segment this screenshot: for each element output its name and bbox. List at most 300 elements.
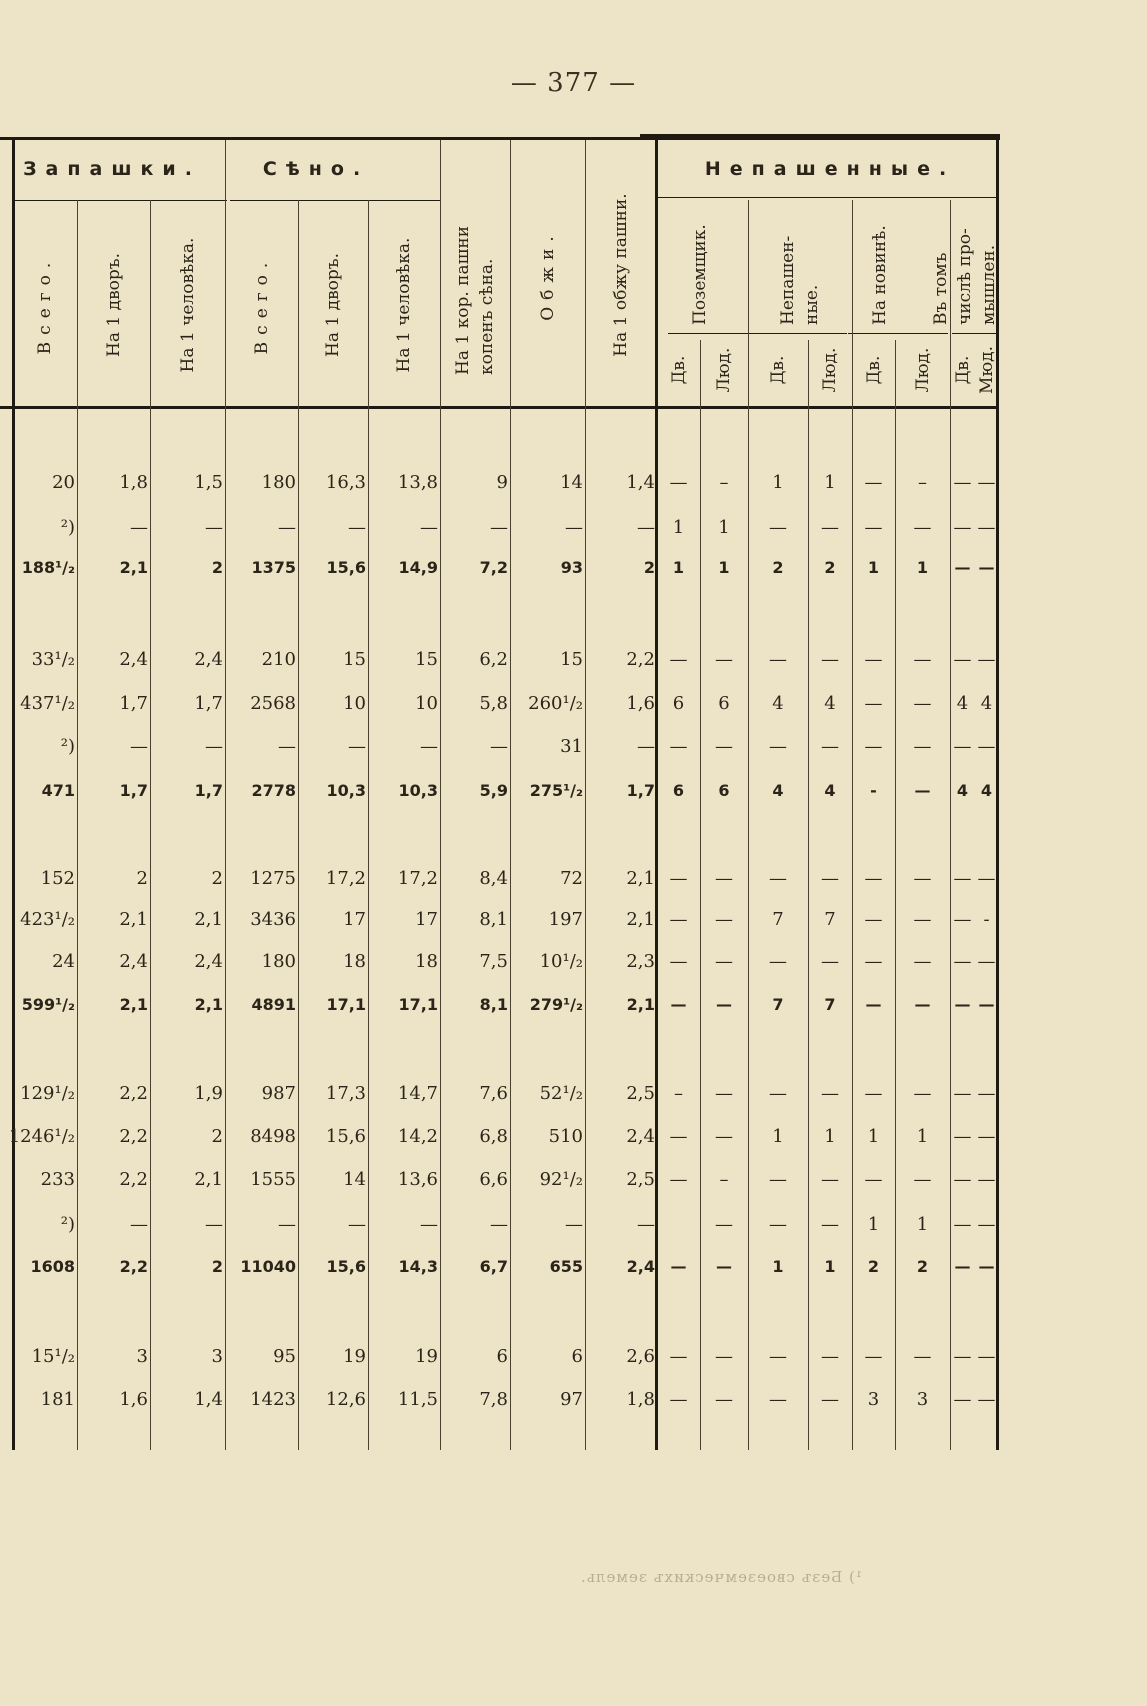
table-cell: —: [953, 868, 972, 889]
table-cell: 1,6: [119, 1389, 148, 1410]
table-cell: 1,7: [194, 781, 223, 800]
subgroup-header: Непашен-ные.: [778, 235, 822, 325]
table-cell: 210: [261, 649, 296, 670]
table-cell: 15: [343, 649, 366, 670]
table-cell: 10,3: [398, 781, 438, 800]
table-cell: —: [977, 472, 996, 493]
table-cell: —: [669, 909, 688, 930]
table-cell: —: [954, 995, 971, 1014]
table-cell: —: [669, 649, 688, 670]
table-cell: —: [953, 649, 972, 670]
group-header-nepashennye: Непашенные.: [704, 158, 956, 180]
table-cell: 8,1: [479, 995, 508, 1014]
table-cell: 1,4: [626, 472, 655, 493]
table-cell: —: [977, 517, 996, 538]
table-cell: —: [977, 1346, 996, 1367]
table-cell: —: [954, 1257, 971, 1276]
table-cell: —: [977, 868, 996, 889]
table-cell: 19: [343, 1346, 366, 1367]
table-rule: [230, 200, 440, 201]
table-cell: 510: [548, 1126, 583, 1147]
table-cell: 72: [560, 868, 583, 889]
table-cell: 180: [261, 951, 296, 972]
table-cell: 18: [343, 951, 366, 972]
table-cell: 4: [956, 781, 969, 800]
table-cell: 1: [718, 517, 730, 538]
table-cell: 2,2: [119, 1083, 148, 1104]
table-cell: —: [715, 1126, 733, 1147]
table-cell: 2,5: [626, 1083, 655, 1104]
table-cell: 599¹/₂: [21, 995, 75, 1014]
table-cell: —: [669, 1389, 688, 1410]
group-header-seno: Сѣно.: [262, 158, 370, 180]
table-cell: 1: [772, 1257, 784, 1276]
table-cell: 1,6: [626, 693, 655, 714]
table-cell: 2: [643, 558, 655, 577]
table-cell: —: [864, 1346, 883, 1367]
table-cell: —: [769, 649, 787, 670]
table-cell: —: [977, 1169, 996, 1190]
table-cell: 17: [343, 909, 366, 930]
column-header: Всего.: [251, 255, 272, 355]
table-cell: 7,2: [479, 558, 508, 577]
table-cell: —: [420, 736, 438, 757]
table-cell: 3: [867, 1389, 880, 1410]
table-cell: 14: [343, 1169, 366, 1190]
table-cell: 3: [211, 1346, 223, 1367]
table-cell: —: [953, 1346, 972, 1367]
table-cell: 3: [136, 1346, 148, 1367]
table-cell: —: [565, 1214, 583, 1235]
table-cell: —: [669, 472, 688, 493]
column-header: Дв.: [768, 355, 788, 385]
table-cell: –: [719, 1169, 729, 1190]
table-cell: —: [914, 995, 931, 1014]
table-cell: 95: [273, 1346, 296, 1367]
table-cell: —: [953, 472, 972, 493]
table-cell: 1: [916, 558, 929, 577]
table-cell: 2,6: [626, 1346, 655, 1367]
table-cell: 2568: [250, 693, 296, 714]
table-cell: 6,8: [479, 1126, 508, 1147]
subgroup-header: Поземщик.: [690, 224, 710, 325]
table-cell: 2,1: [194, 1169, 223, 1190]
table-cell: —: [953, 736, 972, 757]
table-cell: 13,8: [397, 472, 438, 493]
table-cell: 2,4: [194, 951, 223, 972]
table-cell: —: [864, 736, 883, 757]
table-cell: —: [953, 951, 972, 972]
table-cell: 1: [672, 558, 685, 577]
table-cell: 6,6: [479, 1169, 508, 1190]
table-cell: 15,6: [326, 1257, 366, 1276]
table-cell: —: [769, 1389, 787, 1410]
table-cell: 10: [415, 693, 438, 714]
table-cell: 5,9: [479, 781, 508, 800]
table-cell: —: [953, 1169, 972, 1190]
table-cell: 10: [343, 693, 366, 714]
table-cell: 97: [560, 1389, 583, 1410]
table-cell: –: [918, 472, 927, 493]
table-cell: -: [983, 909, 990, 930]
table-cell: ²): [60, 517, 75, 538]
table-cell: 4: [824, 693, 836, 714]
table-cell: —: [278, 517, 296, 538]
column-header: Люд.: [714, 347, 734, 393]
table-cell: 2,4: [119, 649, 148, 670]
table-cell: —: [769, 1346, 787, 1367]
table-cell: 15,6: [326, 558, 366, 577]
table-cell: 2,4: [626, 1257, 655, 1276]
table-rule: [752, 333, 847, 334]
table-cell: 1: [772, 1126, 784, 1147]
column-header: Дв.: [668, 355, 689, 385]
table-cell: 4: [980, 781, 993, 800]
table-cell: —: [913, 1169, 932, 1190]
table-cell: 1555: [250, 1169, 296, 1190]
table-cell: —: [637, 736, 655, 757]
table-cell: —: [715, 1389, 733, 1410]
table-cell: 2,1: [626, 909, 655, 930]
table-cell: —: [669, 1126, 688, 1147]
table-cell: —: [821, 1346, 839, 1367]
table-cell: 7,5: [479, 951, 508, 972]
table-rule: [657, 197, 997, 198]
column-header: Люд.: [912, 347, 933, 393]
table-cell: —: [769, 951, 787, 972]
column-rule: [700, 340, 701, 1450]
table-cell: 188¹/₂: [21, 558, 75, 577]
table-cell: —: [914, 781, 931, 800]
table-cell: —: [978, 995, 995, 1014]
table-cell: 16,3: [325, 472, 366, 493]
table-cell: 17,1: [398, 995, 438, 1014]
table-cell: 1,9: [194, 1083, 223, 1104]
table-cell: —: [670, 1257, 687, 1276]
table-cell: 180: [261, 472, 296, 493]
table-cell: 2: [867, 1257, 880, 1276]
table-rule: [952, 333, 997, 334]
table-cell: 6: [672, 781, 685, 800]
table-cell: 15: [560, 649, 583, 670]
table-cell: 1: [916, 1126, 929, 1147]
table-cell: 1,7: [626, 781, 655, 800]
footnote: ¹) Безъ своеземческихъ земель.: [580, 1568, 862, 1586]
table-cell: 2,1: [119, 558, 148, 577]
table-rule: [668, 333, 753, 334]
table-cell: 13,6: [397, 1169, 438, 1190]
table-cell: —: [913, 951, 932, 972]
table-cell: —: [953, 1126, 972, 1147]
table-cell: —: [953, 1389, 972, 1410]
table-cell: —: [977, 951, 996, 972]
table-cell: ²): [60, 736, 75, 757]
column-header: Мюд.: [976, 345, 997, 395]
table-cell: 2,1: [626, 868, 655, 889]
table-cell: —: [864, 1169, 883, 1190]
table-cell: —: [978, 1257, 995, 1276]
column-rule: [895, 340, 896, 1450]
table-cell: —: [821, 1083, 839, 1104]
table-cell: 14,3: [398, 1257, 438, 1276]
table-cell: —: [864, 693, 883, 714]
table-cell: —: [348, 1214, 366, 1235]
table-cell: 17,1: [326, 995, 366, 1014]
table-cell: 6: [571, 1346, 583, 1367]
table-cell: —: [769, 736, 787, 757]
table-cell: —: [715, 909, 733, 930]
table-cell: —: [565, 517, 583, 538]
table-cell: –: [674, 1083, 683, 1104]
table-cell: 2,1: [119, 909, 148, 930]
table-cell: —: [913, 1346, 932, 1367]
table-cell: —: [977, 1083, 996, 1104]
table-cell: 2: [772, 558, 784, 577]
table-cell: —: [913, 517, 932, 538]
table-cell: 2,4: [626, 1126, 655, 1147]
table-cell: 152: [40, 868, 75, 889]
table-cell: 15: [415, 649, 438, 670]
table-cell: —: [821, 1389, 839, 1410]
table-cell: —: [205, 517, 223, 538]
table-cell: 2,1: [626, 995, 655, 1014]
table-cell: 7: [824, 909, 836, 930]
table-cell: —: [278, 736, 296, 757]
table-cell: —: [953, 1083, 972, 1104]
table-cell: 2,4: [194, 649, 223, 670]
column-header: Всего.: [34, 255, 55, 355]
table-cell: —: [348, 517, 366, 538]
table-cell: 6: [672, 693, 685, 714]
table-cell: —: [977, 649, 996, 670]
table-cell: 2,1: [194, 995, 223, 1014]
table-cell: —: [669, 1169, 688, 1190]
subgroup-header: Въ томъ числѣ про-мышлен.: [931, 228, 999, 325]
table-cell: 1,7: [119, 693, 148, 714]
table-cell: 4891: [251, 995, 296, 1014]
column-header: На 1 человѣка.: [177, 237, 198, 373]
table-cell: 15¹/₂: [31, 1346, 75, 1367]
table-cell: 15,6: [325, 1126, 366, 1147]
table-cell: —: [716, 995, 732, 1014]
table-cell: 2,5: [626, 1169, 655, 1190]
table-rule: [12, 200, 227, 201]
table-cell: 1375: [251, 558, 296, 577]
table-cell: 1423: [250, 1389, 296, 1410]
table-cell: —: [954, 558, 971, 577]
subgroup-header: На новинѣ.: [870, 225, 890, 325]
table-cell: —: [278, 1214, 296, 1235]
table-cell: 7: [772, 909, 784, 930]
table-cell: —: [821, 649, 839, 670]
column-header: На 1 обжу пашни.: [611, 193, 631, 357]
table-cell: —: [864, 909, 883, 930]
table-cell: —: [769, 868, 787, 889]
table-cell: 1: [772, 472, 784, 493]
column-header: На 1 дворъ.: [323, 253, 343, 357]
table-rule: [640, 134, 1000, 137]
table-cell: 2,4: [119, 951, 148, 972]
table-cell: 2,1: [119, 995, 148, 1014]
table-cell: 7,8: [479, 1389, 508, 1410]
table-cell: —: [669, 736, 688, 757]
table-cell: —: [715, 736, 733, 757]
table-cell: —: [490, 736, 508, 757]
table-cell: —: [716, 1257, 732, 1276]
table-cell: 1: [824, 1257, 836, 1276]
table-cell: —: [490, 1214, 508, 1235]
table-cell: 181: [40, 1389, 75, 1410]
table-cell: 5,8: [479, 693, 508, 714]
table-cell: 1: [824, 1126, 836, 1147]
table-cell: 18: [415, 951, 438, 972]
table-cell: 2,3: [626, 951, 655, 972]
table-cell: —: [205, 1214, 223, 1235]
table-cell: 4: [980, 693, 993, 714]
table-cell: 52¹/₂: [539, 1083, 583, 1104]
table-cell: 1,7: [119, 781, 148, 800]
table-cell: ²): [60, 1214, 75, 1235]
table-cell: 2,2: [119, 1169, 148, 1190]
column-header: На 1 человѣка.: [394, 237, 414, 373]
table-cell: 1: [867, 1214, 880, 1235]
table-cell: 1608: [30, 1257, 75, 1276]
table-cell: —: [637, 517, 655, 538]
column-rule: [808, 340, 809, 1450]
table-cell: —: [669, 1346, 688, 1367]
table-cell: 6: [496, 1346, 508, 1367]
table-cell: —: [348, 736, 366, 757]
table-cell: 14,7: [397, 1083, 438, 1104]
table-cell: 6,7: [479, 1257, 508, 1276]
table-cell: 17,2: [325, 868, 366, 889]
table-cell: 17,2: [397, 868, 438, 889]
table-cell: —: [821, 868, 839, 889]
table-cell: 7: [824, 995, 836, 1014]
table-cell: —: [715, 1214, 733, 1235]
page-number: — 377 —: [510, 68, 637, 98]
table-cell: 233: [40, 1169, 75, 1190]
table-cell: 2,2: [626, 649, 655, 670]
table-rule: [848, 333, 948, 334]
group-header-zapashki: Запашки.: [23, 158, 201, 180]
table-cell: 2: [916, 1257, 929, 1276]
table-cell: —: [978, 558, 995, 577]
table-cell: 1: [867, 558, 880, 577]
table-cell: —: [913, 909, 932, 930]
table-cell: 1: [867, 1126, 880, 1147]
table-cell: 17,3: [325, 1083, 366, 1104]
table-cell: —: [420, 1214, 438, 1235]
table-cell: —: [864, 1083, 883, 1104]
table-cell: —: [420, 517, 438, 538]
table-cell: —: [821, 1169, 839, 1190]
table-cell: 423¹/₂: [20, 909, 75, 930]
table-cell: 2: [824, 558, 836, 577]
column-header: Дв.: [863, 355, 884, 385]
table-cell: 9: [496, 472, 508, 493]
table-cell: 6: [718, 781, 730, 800]
table-cell: —: [670, 995, 687, 1014]
table-cell: 1246¹/₂: [8, 1126, 75, 1147]
table-cell: —: [821, 736, 839, 757]
table-cell: —: [669, 868, 688, 889]
table-cell: 17: [415, 909, 438, 930]
table-cell: —: [715, 868, 733, 889]
table-cell: 8,4: [479, 868, 508, 889]
table-cell: 1275: [250, 868, 296, 889]
table-cell: —: [769, 1214, 787, 1235]
table-cell: 14,9: [398, 558, 438, 577]
table-cell: —: [769, 1169, 787, 1190]
table-cell: -: [870, 781, 877, 800]
table-cell: 3: [916, 1389, 929, 1410]
table-cell: 20: [52, 472, 75, 493]
table-cell: –: [719, 472, 729, 493]
table-cell: 7,6: [479, 1083, 508, 1104]
table-cell: 1,4: [194, 1389, 223, 1410]
table-cell: 10,3: [326, 781, 366, 800]
table-cell: —: [715, 1083, 733, 1104]
table-cell: 1,5: [194, 472, 223, 493]
table-cell: —: [637, 1214, 655, 1235]
table-cell: —: [864, 951, 883, 972]
table-cell: 1,7: [194, 693, 223, 714]
table-cell: 4: [772, 781, 784, 800]
table-cell: 4: [824, 781, 836, 800]
column-header: На 1 дворъ.: [103, 253, 124, 357]
table-cell: 4: [956, 693, 969, 714]
table-cell: 197: [548, 909, 583, 930]
table-cell: 7: [772, 995, 784, 1014]
column-header: На 1 кор. пашни копенъ сѣна.: [453, 225, 497, 375]
table-cell: —: [821, 951, 839, 972]
table-cell: —: [205, 736, 223, 757]
table-cell: —: [913, 693, 932, 714]
table-cell: 275¹/₂: [529, 781, 583, 800]
table-cell: 1: [824, 472, 836, 493]
table-cell: 1,8: [119, 472, 148, 493]
table-cell: 2: [136, 868, 148, 889]
table-cell: 1: [672, 517, 685, 538]
table-cell: 11,5: [397, 1389, 438, 1410]
table-cell: 14: [560, 472, 583, 493]
table-cell: —: [864, 472, 883, 493]
table-cell: 2,1: [194, 909, 223, 930]
table-cell: 11040: [240, 1257, 296, 1276]
table-cell: —: [953, 1214, 972, 1235]
table-cell: 12,6: [325, 1389, 366, 1410]
table-cell: 655: [549, 1257, 583, 1276]
table-cell: 1: [916, 1214, 929, 1235]
table-cell: —: [953, 517, 972, 538]
table-cell: —: [913, 1083, 932, 1104]
table-cell: —: [490, 517, 508, 538]
column-header: Люд.: [820, 347, 840, 393]
table-cell: 3436: [250, 909, 296, 930]
table-cell: —: [864, 649, 883, 670]
column-header: Обжи.: [537, 229, 558, 321]
table-cell: —: [130, 517, 148, 538]
table-cell: —: [769, 517, 787, 538]
table-cell: 129¹/₂: [20, 1083, 75, 1104]
table-cell: 92¹/₂: [539, 1169, 583, 1190]
table-cell: —: [669, 951, 688, 972]
table-cell: —: [953, 909, 972, 930]
table-cell: 8,1: [479, 909, 508, 930]
table-cell: —: [821, 1214, 839, 1235]
table-cell: 6: [718, 693, 730, 714]
